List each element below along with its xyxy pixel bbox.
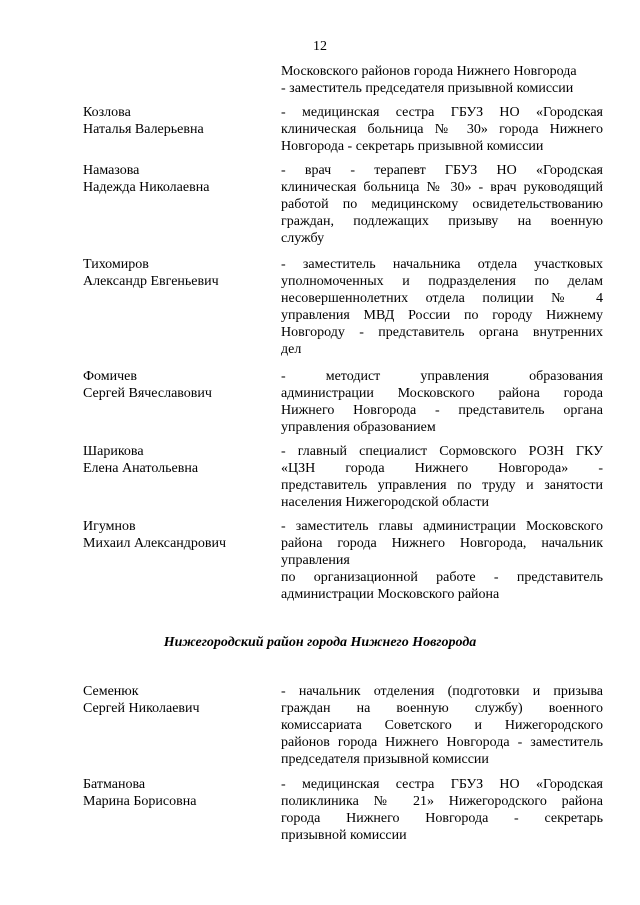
role-line: - начальник отделения (подготовки и призыва <box>281 684 603 699</box>
role-line: комиссариата Советского и Нижегородского <box>281 718 603 733</box>
member-given-name: Сергей Вячеславович <box>83 386 212 401</box>
section-heading: Нижегородский район города Нижнего Новгорода <box>163 635 477 650</box>
role-line: поликлиника № 21» Нижегородского района <box>281 794 603 809</box>
member-name <box>83 776 273 810</box>
member-given-name: Марина Борисовна <box>83 794 197 809</box>
role-line: населения Нижегородской области <box>281 495 489 510</box>
role-line: - заместитель начальника отдела участковых <box>281 257 603 272</box>
role-line: управления <box>281 553 350 568</box>
member-surname: Тихомиров <box>83 257 149 272</box>
role-line: по организационной работе - представитель <box>281 570 603 585</box>
continuation-line: Московского районов города Нижнего Новгорода <box>281 64 577 79</box>
role-line: города Нижнего Новгорода - секретарь <box>281 811 603 826</box>
role-line: района города Нижнего Новгорода, начальник <box>281 536 603 551</box>
role-line: работой по медицинскому освидетельствованию <box>281 197 603 212</box>
member-role <box>281 256 603 358</box>
role-line: - медицинская сестра ГБУЗ НО «Городская <box>281 105 603 120</box>
member-name <box>83 443 273 477</box>
member-name <box>83 518 273 552</box>
role-line: - врач - терапевт ГБУЗ НО «Городская <box>281 163 603 178</box>
member-role <box>281 368 603 436</box>
role-line: - главный специалист Сормовского РОЗН ГКУ <box>281 444 603 459</box>
member-given-name: Александр Евгеньевич <box>83 274 219 289</box>
member-role <box>281 443 603 511</box>
role-line: - медицинская сестра ГБУЗ НО «Городская <box>281 777 603 792</box>
role-line: дел <box>281 342 302 357</box>
role-line: уполномоченных и подразделения по делам <box>281 274 603 289</box>
page-number: 12 <box>313 39 327 54</box>
member-name <box>83 256 273 290</box>
role-line: администрации Московского района <box>281 587 500 602</box>
continuation-line: - заместитель председателя призывной комиссии <box>281 81 574 96</box>
member-surname: Фомичев <box>83 369 138 384</box>
role-line: Новгорода - секретарь призывной комиссии <box>281 139 544 154</box>
role-line: службу <box>281 231 325 246</box>
member-role <box>281 162 603 247</box>
role-line: Новгороду - представитель органа внутренних <box>281 325 603 340</box>
member-role <box>281 776 603 844</box>
member-given-name: Наталья Валерьевна <box>83 122 204 137</box>
role-line: управления образованием <box>281 420 436 435</box>
role-line: граждан, подлежащих призыву на военную <box>281 214 603 229</box>
member-given-name: Сергей Николаевич <box>83 701 200 716</box>
role-line: - заместитель главы администрации Московского <box>281 519 603 534</box>
member-given-name: Надежда Николаевна <box>83 180 210 195</box>
role-line: районов города Нижнего Новгорода - заместитель <box>281 735 603 750</box>
role-line: несовершеннолетних отдела полиции № 4 <box>281 291 603 306</box>
member-role <box>281 104 603 155</box>
member-role <box>281 683 603 768</box>
role-line: администрации Московского района города <box>281 386 603 401</box>
role-line: призывной комиссии <box>281 828 407 843</box>
member-role <box>281 518 603 603</box>
member-surname: Семенюк <box>83 684 139 699</box>
role-line: председателя призывной комиссии <box>281 752 489 767</box>
role-line: представитель управления по труду и занятости <box>281 478 603 493</box>
role-line: Нижнего Новгорода - представитель органа <box>281 403 603 418</box>
member-surname: Намазова <box>83 163 140 178</box>
member-given-name: Михаил Александрович <box>83 536 227 551</box>
member-surname: Батманова <box>83 777 146 792</box>
member-name <box>83 368 273 402</box>
member-surname: Козлова <box>83 105 131 120</box>
role-line: «ЦЗН города Нижнего Новгорода» - <box>281 461 603 476</box>
continuation-text <box>281 63 603 97</box>
role-line: клиническая больница № 30» - врач руководящий <box>281 180 603 195</box>
member-name <box>83 104 273 138</box>
member-surname: Игумнов <box>83 519 136 534</box>
role-line: - методист управления образования <box>281 369 603 384</box>
role-line: клиническая больница № 30» города Нижнего <box>281 122 603 137</box>
member-given-name: Елена Анатольевна <box>83 461 199 476</box>
member-surname: Шарикова <box>83 444 144 459</box>
role-line: управления МВД России по городу Нижнему <box>281 308 603 323</box>
role-line: граждан на военную службу) военного <box>281 701 603 716</box>
member-name <box>83 162 273 196</box>
member-name <box>83 683 273 717</box>
